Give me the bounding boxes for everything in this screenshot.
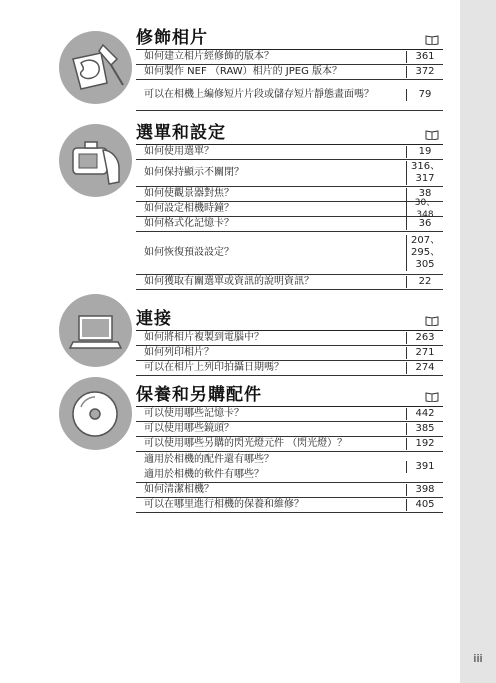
question-text: 適用於相機的軟件有哪些？ (144, 469, 264, 480)
list-item[interactable] (136, 217, 443, 232)
page-ref: 192 (406, 438, 443, 450)
list-item[interactable] (136, 145, 443, 160)
disc-icon (59, 377, 132, 450)
page-ref: 398 (406, 484, 443, 496)
page-ref: 36 (406, 218, 443, 230)
list-item[interactable] (136, 483, 443, 498)
page-ref: 19 (406, 146, 443, 158)
list-item[interactable] (136, 275, 443, 290)
question-text: 如何格式化記憶卡？ (144, 218, 234, 229)
question-text: 可以使用哪些鏡頭？ (144, 423, 234, 434)
list-item[interactable] (136, 361, 443, 376)
list-item[interactable] (136, 452, 443, 483)
section-title: 選單和設定 (136, 123, 226, 143)
section-title: 保養和另購配件 (136, 385, 262, 405)
list-item[interactable] (136, 65, 443, 80)
retouch-palette-icon (59, 31, 132, 104)
list-item[interactable] (136, 407, 443, 422)
camera-hand-icon (59, 124, 132, 197)
section-connections (136, 308, 443, 376)
question-text: 如何設定相機時鐘？ (144, 203, 234, 214)
list-item[interactable] (136, 160, 443, 187)
section-retouch (136, 27, 443, 111)
question-text: 如何建立相片經修飾的版本？ (144, 51, 274, 62)
section-maintenance-accessories (136, 384, 443, 513)
question-text: 可以使用哪些記憶卡？ (144, 408, 244, 419)
question-text: 可以在哪里進行相機的保養和維修？ (144, 499, 304, 510)
section-header (136, 308, 443, 331)
list-item[interactable] (136, 498, 443, 513)
page-ref: 22 (406, 276, 443, 288)
section-header (136, 384, 443, 407)
question-text: 適用於相機的配件還有哪些？ (144, 454, 274, 465)
side-tab-strip (460, 0, 496, 683)
list-item[interactable] (136, 422, 443, 437)
page-ref: 79 (406, 89, 443, 101)
section-title: 修飾相片 (136, 28, 208, 48)
question-text: 可以在相機上編修短片片段或儲存短片靜態畫面嗎？ (144, 89, 374, 100)
question-text: 可以在相片上列印拍攝日期嗎？ (144, 362, 284, 373)
book-icon (425, 392, 439, 402)
section-menus-settings (136, 122, 443, 290)
page-ref: 207、295、305 (406, 235, 443, 271)
page-ref: 263 (406, 332, 443, 344)
list-item[interactable] (136, 331, 443, 346)
list-item[interactable] (136, 187, 443, 202)
list-item[interactable] (136, 232, 443, 275)
question-text: 如何列印相片？ (144, 347, 214, 358)
page-ref: 391 (406, 461, 443, 473)
page-ref: 30、348 (406, 197, 443, 221)
list-item[interactable] (136, 437, 443, 452)
question-text: 如何使觀景器對焦？ (144, 188, 234, 199)
page-ref: 38 (406, 188, 443, 200)
list-item[interactable] (136, 198, 443, 220)
page-ref: 385 (406, 423, 443, 435)
section-header (136, 122, 443, 145)
laptop-icon (59, 294, 132, 367)
question-text: 如何將相片複製到電腦中？ (144, 332, 264, 343)
page-number: iii (473, 652, 483, 665)
list-item[interactable] (136, 80, 443, 111)
page-ref: 316、317 (406, 161, 443, 185)
page-ref: 405 (406, 499, 443, 511)
question-text: 如何恢復預設設定？ (144, 247, 234, 258)
list-item[interactable] (136, 346, 443, 361)
list-item[interactable] (136, 50, 443, 65)
question-text: 如何清潔相機？ (144, 484, 214, 495)
page-ref: 372 (406, 66, 443, 78)
question-text: 如何使用選單？ (144, 146, 214, 157)
page-ref: 361 (406, 51, 443, 63)
question-text: 如何製作 NEF （RAW）相片的 JPEG 版本？ (144, 66, 343, 77)
book-icon (425, 316, 439, 326)
section-header (136, 27, 443, 50)
page-ref: 274 (406, 362, 443, 374)
page-ref: 442 (406, 408, 443, 420)
book-icon (425, 130, 439, 140)
question-text: 如何保持顯示不關閉？ (144, 167, 244, 178)
section-title: 連接 (136, 309, 172, 329)
book-icon (425, 35, 439, 45)
page-ref: 271 (406, 347, 443, 359)
question-text: 可以使用哪些另購的閃光燈元件 （閃光燈）？ (144, 438, 348, 449)
question-text: 如何獲取有關選單或資訊的說明資訊？ (144, 276, 314, 287)
